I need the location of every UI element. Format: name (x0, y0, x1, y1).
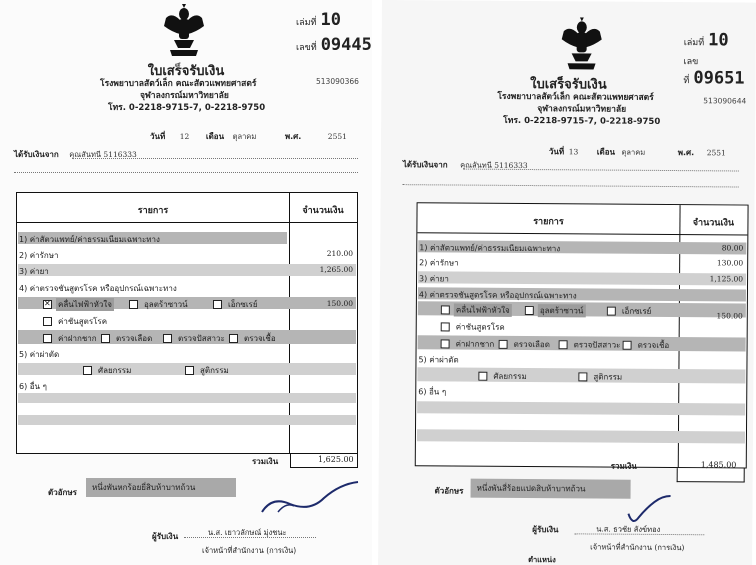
position-label: ตำแหน่ง (528, 555, 556, 565)
checkbox-icon (129, 300, 138, 309)
option-blood[interactable]: ตรวจเลือด (499, 338, 552, 351)
option-urine[interactable]: ตรวจปัสสาวะ (163, 332, 227, 345)
amount-column-divider (289, 193, 290, 453)
checkbox-icon (578, 372, 587, 381)
checkbox-icon (43, 334, 52, 343)
header-items: รายการ (533, 217, 564, 228)
option-ultrasound[interactable]: อุลตร้าซาวน์ (525, 304, 586, 317)
receipt-title: ใบเสร็จรับเงิน (147, 64, 225, 79)
date-line: วันที่ 13 เดือน ตุลาคม พ.ศ. 2551 (548, 147, 726, 158)
row-band (18, 264, 356, 276)
date-line: วันที่ 12 เดือน ตุลาคม พ.ศ. 2551 (150, 132, 347, 141)
item-row: 1) ค่าสัตวแพทย์/ค่าธรรมเนียมเฉพาะทาง (419, 243, 561, 254)
checkbox-icon (478, 372, 487, 381)
received-from-line (72, 158, 358, 159)
option-biopsy[interactable]: ค่าฝากชาก (441, 337, 497, 350)
diagnostic-amount: 150.00 (326, 299, 353, 308)
serial-number: 513090366 (316, 77, 359, 86)
org-phone: โทร. 0-2218-9715-7, 0-2218-9750 (503, 115, 661, 127)
org-university: จุฬาลงกรณ์มหาวิทยาลัย (140, 91, 229, 101)
checkbox-icon (185, 366, 194, 375)
row-band (18, 393, 356, 403)
total-label: รวมเงิน (252, 457, 279, 466)
receipt-number: เลขที่ 09445 (296, 35, 372, 55)
checkbox-icon (213, 300, 222, 309)
blank-line (14, 172, 358, 173)
words-label: ตัวอักษร (434, 486, 464, 496)
option-ekg[interactable]: คลื่นไฟฟ้าหัวใจ (441, 303, 512, 316)
payee-line (184, 537, 316, 538)
payee-label: ผู้รับเงิน (532, 525, 559, 535)
item-row: 4) ค่าตรวจชันสูตรโรค หรืออุปกรณ์เฉพาะทาง (19, 284, 177, 293)
checkbox-icon (441, 305, 450, 314)
item-amount: 130.00 (716, 258, 744, 268)
payee-position: เจ้าหน้าที่สำนักงาน (การเงิน) (202, 546, 297, 555)
total-box (677, 468, 745, 482)
option-autopsy[interactable]: ค่าชันสูตรโรค (43, 315, 109, 328)
option-ekg[interactable]: ✕ คลื่นไฟฟ้าหัวใจ (43, 298, 114, 311)
signature-icon (260, 478, 360, 518)
org-phone: โทร. 0-2218-9715-7, 0-2218-9750 (108, 103, 266, 113)
total-label: รวมเงิน (610, 461, 637, 471)
checkbox-icon (43, 317, 52, 326)
org-name: โรงพยาบาลสัตว์เล็ก คณะสัตวแพทยศาสตร์ (100, 79, 257, 89)
receipt-right (378, 0, 756, 565)
option-culture[interactable]: ตรวจเชื้อ (623, 339, 672, 352)
book-number: เล่มที่ 10 (296, 10, 341, 30)
option-obgyn[interactable]: สูติกรรม (578, 370, 624, 383)
item-row: 2) ค่ารักษา (19, 251, 59, 260)
row-band (18, 415, 356, 425)
payee-name: น.ส. เยาวลักษณ์ มุ่งชนะ (208, 528, 287, 537)
checkbox-icon (441, 322, 450, 331)
item-row: 3) ค่ายา (19, 267, 49, 276)
total-amount: 1,625.00 (318, 455, 354, 464)
items-table (16, 192, 358, 454)
item-row: 4) ค่าตรวจชันสูตรโรค หรืออุปกรณ์เฉพาะทาง (418, 290, 577, 301)
garuda-emblem-icon (560, 17, 604, 71)
checkbox-icon (607, 307, 616, 316)
serial-number: 513090644 (703, 96, 747, 106)
checkbox-icon (623, 341, 632, 350)
option-urine[interactable]: ตรวจปัสสาวะ (559, 338, 623, 351)
checkbox-icon (83, 366, 92, 375)
item-amount: 1,265.00 (319, 265, 353, 274)
diagnostic-amount: 150.00 (716, 311, 743, 321)
received-from: ได้รับเงินจาก คุณสันทนี 5116333 (402, 160, 528, 171)
item-row: 6) อื่น ๆ (19, 382, 47, 391)
item-amount: 1,125.00 (709, 274, 744, 284)
option-culture[interactable]: ตรวจเชื้อ (229, 332, 278, 345)
garuda-emblem-icon (162, 4, 206, 58)
checkbox-icon (441, 339, 450, 348)
blank-line (403, 184, 739, 187)
org-university: จุฬาลงกรณ์มหาวิทยาลัย (537, 104, 627, 115)
header-amount: จำนวนเงิน (302, 206, 344, 216)
received-from: ได้รับเงินจาก คุณสันทนี 5116333 (14, 150, 137, 159)
amount-in-words: หนึ่งพันสี่ร้อยแปดสิบห้าบาทถ้วน (471, 479, 631, 499)
option-ultrasound[interactable]: อุลตร้าซาวน์ (129, 298, 190, 311)
row-band (417, 429, 745, 443)
option-obgyn[interactable]: สูติกรรม (185, 364, 231, 377)
receipt-number: เลขที่ 09651 (683, 57, 745, 89)
items-table (415, 202, 749, 468)
checkbox-icon (499, 340, 508, 349)
item-row: 6) อื่น ๆ (418, 387, 447, 397)
checkbox-icon (163, 334, 172, 343)
option-blood[interactable]: ตรวจเลือด (101, 332, 154, 345)
payee-position: เจ้าหน้าที่สำนักงาน (การเงิน) (590, 542, 685, 553)
row-band (418, 271, 746, 285)
item-row: 5) ค่าผ่าตัด (19, 350, 60, 359)
org-name: โรงพยาบาลสัตว์เล็ก คณะสัตวแพทยศาสตร์ (497, 91, 654, 103)
option-xray[interactable]: เอ็กซเรย์ (213, 298, 260, 311)
item-amount: 210.00 (326, 249, 353, 258)
option-ortho[interactable]: ศัลยกรรม (478, 370, 528, 383)
item-row: 5) ค่าผ่าตัด (418, 355, 459, 365)
checkbox-icon (525, 306, 534, 315)
item-row: 3) ค่ายา (419, 274, 449, 284)
receipt-left (0, 0, 372, 565)
row-band (417, 401, 745, 415)
checkbox-icon (101, 334, 110, 343)
payee-label: ผู้รับเงิน (152, 532, 179, 541)
words-label: ตัวอักษร (48, 488, 77, 497)
total-amount: 1,485.00 (700, 460, 737, 470)
option-ortho[interactable]: ศัลยกรรม (83, 364, 133, 377)
receipt-title: ใบเสร็จรับเงิน (530, 77, 607, 93)
checkbox-icon (229, 334, 238, 343)
checkbox-icon (559, 340, 568, 349)
option-biopsy[interactable]: ค่าฝากชาก (43, 332, 99, 345)
amount-in-words: หนึ่งพันหกร้อยยี่สิบห้าบาทถ้วน (86, 478, 236, 497)
payee-name: น.ส. ธวชัย สังข์ทอง (596, 524, 661, 534)
item-amount: 80.00 (721, 243, 744, 253)
item-row: 1) ค่าสัตวแพทย์/ค่าธรรมเนียมเฉพาะทาง (19, 235, 160, 244)
item-row: 2) ค่ารักษา (419, 258, 459, 268)
option-xray[interactable]: เอ็กซเรย์ (607, 305, 654, 318)
header-amount: จำนวนเงิน (692, 218, 735, 229)
option-autopsy[interactable]: ค่าชันสูตรโรค (441, 320, 507, 333)
header-items: รายการ (137, 206, 169, 216)
book-number: เล่มที่ 10 (683, 30, 729, 51)
checkbox-checked-icon (43, 300, 52, 309)
